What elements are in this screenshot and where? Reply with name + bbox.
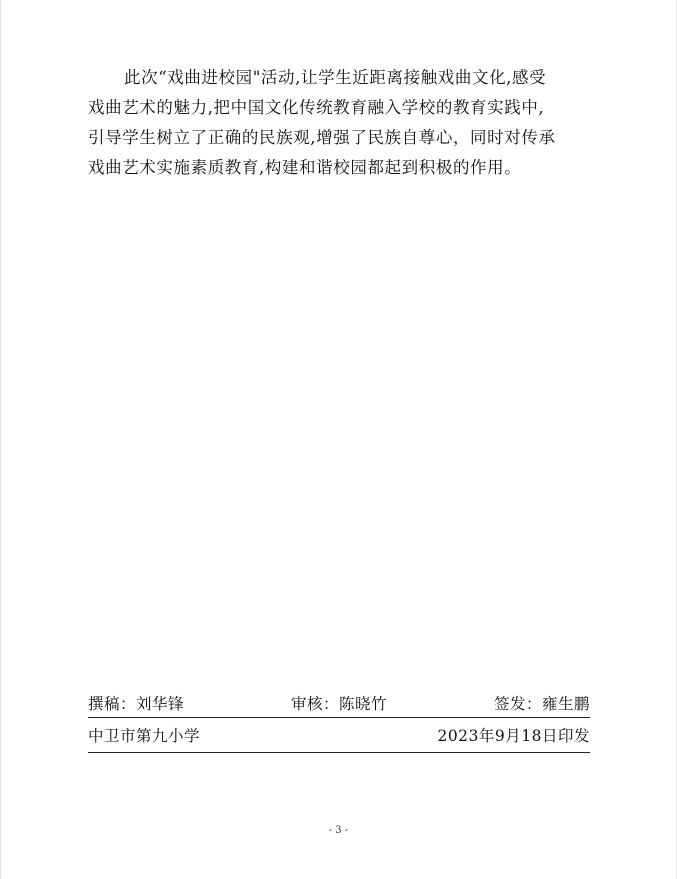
body-paragraph bbox=[88, 63, 608, 183]
issue-date: 2023年9月18日印发 bbox=[437, 727, 590, 745]
signature-row bbox=[88, 689, 590, 718]
paragraph-line: 此次“戏曲进校园"活动,让学生近距离接触戏曲文化,感受 bbox=[124, 68, 547, 87]
paragraph-line: 戏曲艺术实施素质教育,构建和谐校园都起到积极的作用。 bbox=[88, 158, 522, 177]
drafter-label: 撰稿：刘华锋 bbox=[88, 695, 185, 713]
paragraph-line: 引导学生树立了正确的民族观,增强了民族自尊心，同时对传承 bbox=[88, 128, 556, 147]
paragraph-line: 戏曲艺术的魅力,把中国文化传统教育融入学校的教育实践中, bbox=[88, 98, 545, 117]
issue-row bbox=[88, 718, 590, 753]
page-number: - 3 - bbox=[328, 825, 349, 836]
reviewer-label: 审核：陈晓竹 bbox=[290, 695, 387, 713]
organization-name: 中卫市第九小学 bbox=[88, 727, 201, 745]
approver-label: 签发：雍生鹏 bbox=[493, 695, 590, 713]
document-footer bbox=[88, 689, 590, 753]
